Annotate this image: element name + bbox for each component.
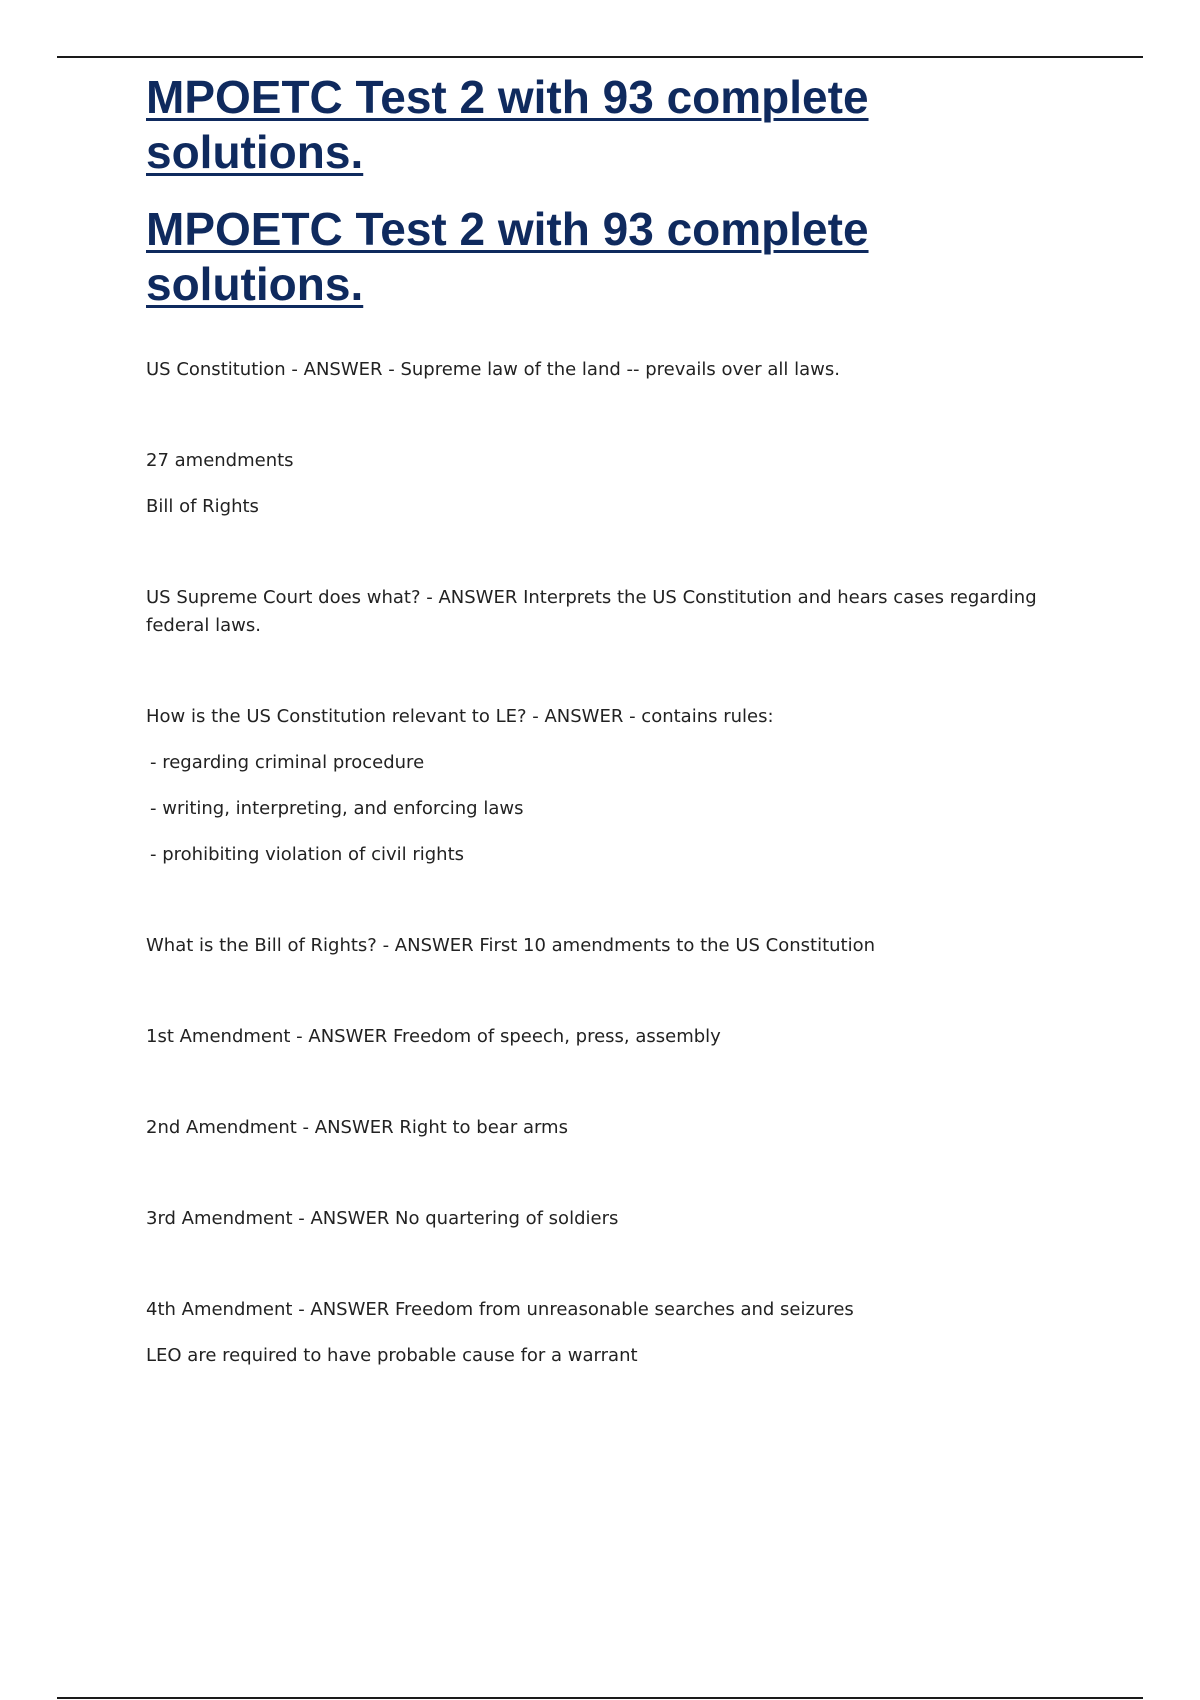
qa-2nd-amendment: 2nd Amendment - ANSWER Right to bear arms: [146, 1117, 568, 1138]
qa-bill-of-rights: What is the Bill of Rights? - ANSWER First 10 amendments to the US Constitution: [146, 935, 876, 956]
header-rule: [57, 56, 1143, 58]
document-title: MPOETC Test 2 with 93 complete solutions.: [146, 71, 869, 178]
qa-1st-amendment: 1st Amendment - ANSWER Freedom of speech, press, assembly: [146, 1026, 721, 1047]
relevance-point: - writing, interpreting, and enforcing laws: [150, 798, 524, 819]
footer-rule: [57, 1697, 1143, 1699]
note-bill-of-rights: Bill of Rights: [146, 496, 259, 517]
qa-supreme-court: US Supreme Court does what? - ANSWER Interprets the US Constitution and hears cases regarding federal laws.: [146, 587, 1037, 636]
relevance-point: - regarding criminal procedure: [150, 752, 425, 773]
note-probable-cause: LEO are required to have probable cause for a warrant: [146, 1345, 638, 1366]
document-body: [146, 70, 1046, 1370]
qa-4th-amendment: 4th Amendment - ANSWER Freedom from unreasonable searches and seizures: [146, 1299, 854, 1320]
document-title-repeat: MPOETC Test 2 with 93 complete solutions.: [146, 203, 869, 310]
relevance-point: - prohibiting violation of civil rights: [150, 844, 465, 865]
note-27-amendments: 27 amendments: [146, 450, 294, 471]
qa-us-constitution: US Constitution - ANSWER - Supreme law of the land -- prevails over all laws.: [146, 359, 840, 380]
qa-constitution-relevance: How is the US Constitution relevant to LE? - ANSWER - contains rules:: [146, 706, 774, 727]
qa-3rd-amendment: 3rd Amendment - ANSWER No quartering of soldiers: [146, 1208, 619, 1229]
